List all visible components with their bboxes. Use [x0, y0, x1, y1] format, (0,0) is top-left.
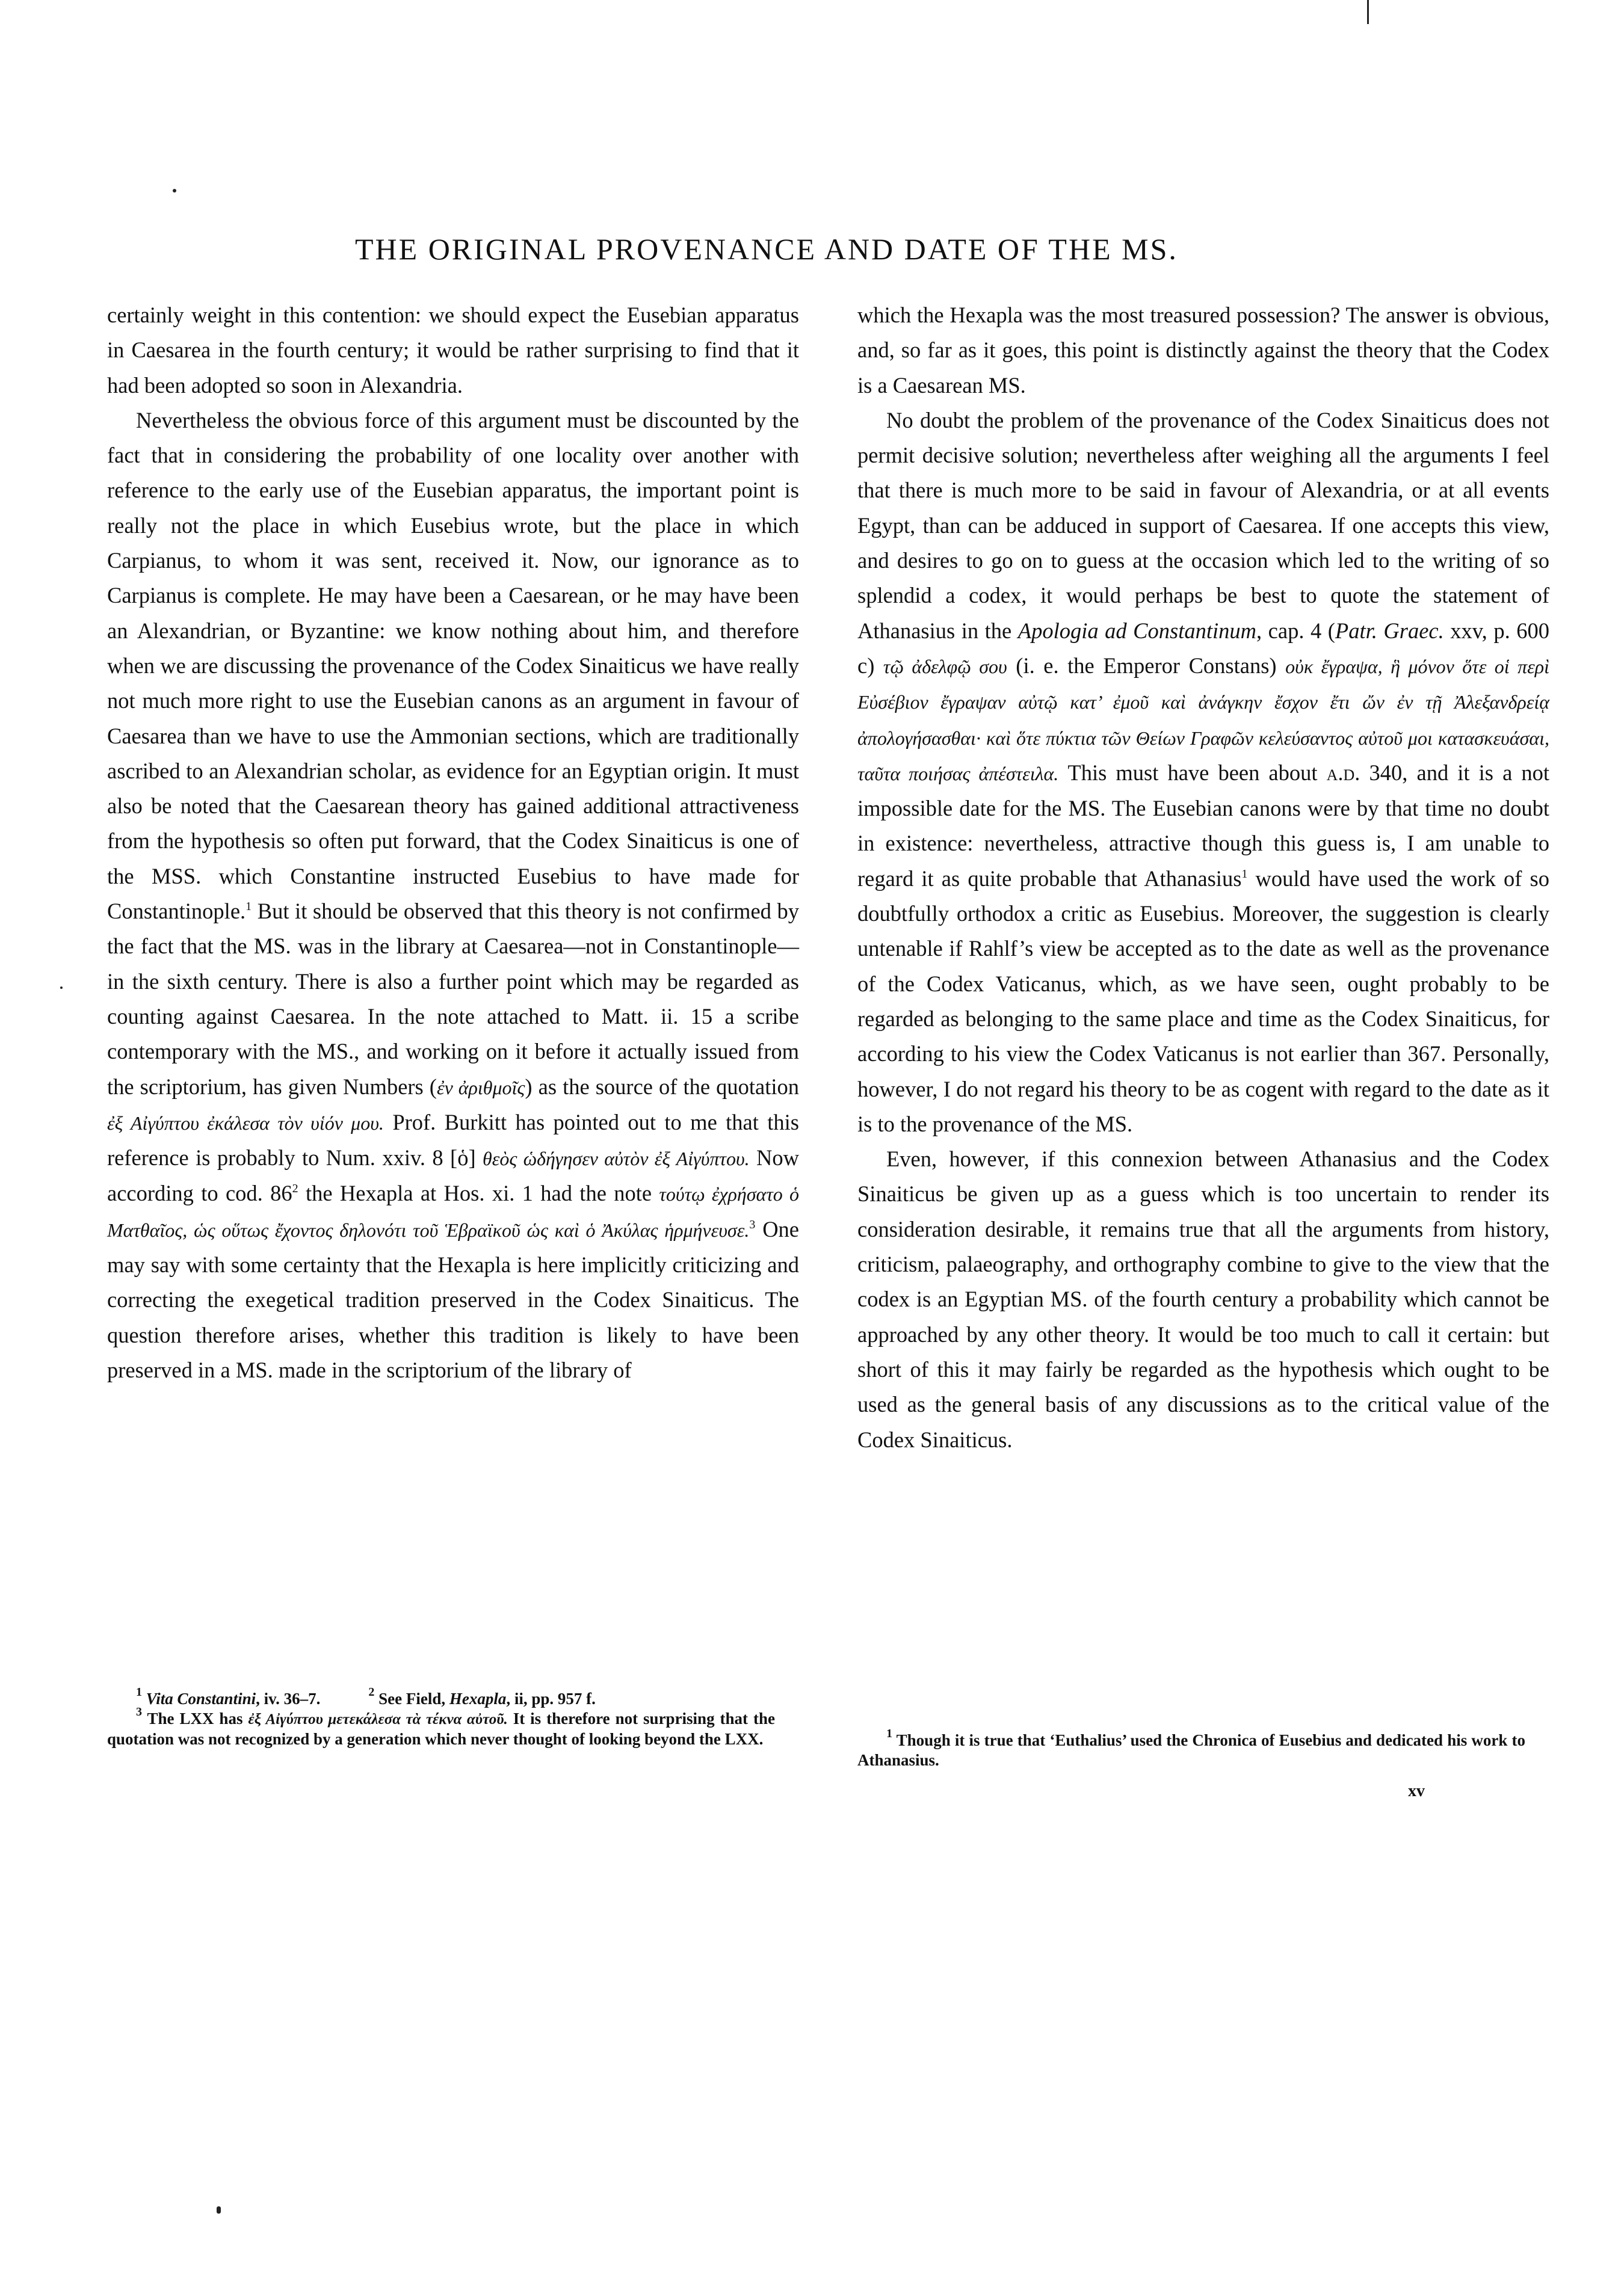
scan-mark-top: [1367, 0, 1369, 24]
page-number: xv: [1408, 1782, 1425, 1800]
footnote-ref[interactable]: 1: [1241, 867, 1248, 881]
greek-text: οὐκ ἔγραψα, ἣ μόνον ὅτε οἱ περὶ Εὐσέβιον ἔγραψαν αὐτῷ κατ’ ἐμοῦ καὶ ἀνάγκην ἔσχον ἔτι ὤν ἐν τῇ Ἀλεξανδρείᾳ ἀπολογήσασθαι· καὶ ὅτε πύκτια τῶν Θείων Γραφῶν κελεύσαντος αὐτοῦ μοι κατασκευάσαι, ταῦτα ποιήσας ἀπέστειλα.: [857, 655, 1550, 784]
footnote: $^1$ Though it is true that ‘Euthalius’ used the Chronica of Eusebius and dedicated his work to Athanasius.: [857, 1727, 1525, 1769]
greek-text: τῷ ἀδελφῷ σου: [883, 655, 1007, 677]
paragraph: Even, however, if this connexion between Athanasius and the Codex Sinaiticus be given up as a guess which is too uncertain to render its consideration desirable, it remains true that all the arguments from history, criticism, palaeography, and orthography combine to give to the view that the codex is an Egyptian MS. of the fourth century a probability which cannot be approached by any other theory. It would be too much to call it certain: but short of this it may fairly be regarded as the hypothesis which ought to be used as the general basis of any discussions as to the critical value of the Codex Sinaiticus.: [857, 1146, 1549, 1452]
left-footnotes: [107, 1685, 775, 1749]
paragraph: which the Hexapla was the most treasured possession? The answer is obvious, and, so far as it goes, this point is distinctly against the theory that the Codex is a Caesarean MS.: [857, 303, 1549, 398]
footnote-ref[interactable]: 1: [245, 900, 252, 914]
scan-dot: [217, 2206, 221, 2214]
greek-text: ἐν ἀριθμοῖς: [436, 1076, 525, 1098]
footnote-ref[interactable]: 3: [749, 1217, 756, 1231]
greek-text: τούτῳ ἐχρήσατο ὁ Ματθαῖος, ὡς οὕτως ἔχοντος δηλονότι τοῦ Ἑβραϊκοῦ ὡς καὶ ὁ Ἀκύλας ἡρμήνευσε.: [107, 1183, 799, 1241]
scan-dot: [173, 189, 176, 192]
left-column: [107, 298, 799, 1388]
paragraph: certainly weight in this contention: we should expect the Eusebian apparatus in Caesarea in the fourth century; it would be rather surprising to find that it had been adopted so soon in Alexandria.: [107, 303, 799, 398]
right-column: [857, 298, 1549, 1457]
footnote: $^3$ The LXX has ἐξ Αἰγύπτου μετεκάλεσα τὰ τέκνα αὐτοῦ. It is therefore not surprising that the quotation was not recognized by a generation which never thought of looking beyond the LXX.: [107, 1705, 775, 1748]
page-title: THE ORIGINAL PROVENANCE AND DATE OF THE MS.: [355, 232, 1178, 266]
footnote-ref[interactable]: 2: [292, 1182, 298, 1196]
greek-text: ἐξ Αἰγύπτου ἐκάλεσα τὸν υἱόν μου.: [107, 1112, 384, 1134]
right-footnotes: [857, 1727, 1525, 1770]
greek-text: θεὸς ὡδήγησεν αὐτὸν ἐξ Αἰγύπτου.: [483, 1148, 750, 1170]
paragraph: No doubt the problem of the provenance of the Codex Sinaiticus does not permit decisive solution; nevertheless after weighing all the arguments I feel that there is much more to be said in favour of Alexandria, or at all events Egypt, than can be adduced in support of Caesarea. If one accepts this view, and desires to go on to guess at the occasion which led to the writing of so splendid a codex, it would perhaps be best to quote the statement of Athanasius in the Apologia ad Constantinum, cap. 4 (Patr. Graec. xxv, p. 600 c) τῷ ἀδελφῷ σου (i. e. the Emperor Constans) οὐκ ἔγραψα, ἣ μόνον ὅτε οἱ περὶ Εὐσέβιον ἔγραψαν αὐτῷ κατ’ ἐμοῦ καὶ ἀνάγκην ἔσχον ἔτι ὤν ἐν τῇ Ἀλεξανδρείᾳ ἀπολογήσασθαι· καὶ ὅτε πύκτια τῶν Θείων Γραφῶν κελεύσαντος αὐτοῦ μοι κατασκευάσαι, ταῦτα ποιήσας ἀπέστειλα. This must have been about a.d. 340, and it is a not impossible date for the MS. The Eusebian canons were by that time no doubt in existence: nevertheless, attractive though this guess is, I am unable to regard it as quite probable that Athanasius$^1$ would have used the work of so doubtfully orthodox a critic as Eusebius. Moreover, the suggestion is clearly untenable if Rahlf’s view be accepted as to the date as well as the provenance of the Codex Vaticanus, which, as we have seen, ought probably to be regarded as belonging to the same place and time as the Codex Sinaiticus, for according to his view the Codex Vaticanus is not earlier than 367. Personally, however, I do not regard his theory to be as cogent with regard to the date as it is to the provenance of the MS.: [857, 407, 1550, 1136]
footnote: $^1$ Vita Constantini, iv. 36–7. $^2$ See Field, Hexapla, ii, pp. 957 f.: [136, 1685, 596, 1708]
paragraph: Nevertheless the obvious force of this argument must be discounted by the fact that in considering the probability of one locality over another with reference to the early use of the Eusebian apparatus, the important point is really not the place in which Eusebius wrote, but the place in which Carpianus, to whom it was sent, received it. Now, our ignorance as to Carpianus is complete. He may have been a Caesarean, or he may have been an Alexandrian, or Byzantine: we know nothing about him, and therefore when we are discussing the provenance of the Codex Sinaiticus we have really not much more right to use the Eusebian canons as an argument in favour of Caesarea than we have to use the Ammonian sections, which are traditionally ascribed to an Alexandrian scholar, as evidence for an Egyptian origin. It must also be noted that the Caesarean theory has gained additional attractiveness from the hypothesis so often put forward, that the Codex Sinaiticus is one of the MSS. which Constantine instructed Eusebius to have made for Constantinople.$^1$ But it should be observed that this theory is not confirmed by the fact that the MS. was in the library at Caesarea—not in Constantinople—in the sixth century. There is also a further point which may be regarded as counting against Caesarea. In the note attached to Matt. ii. 15 a scribe contemporary with the MS., and working on it before it actually issued from the scriptorium, has given Numbers (ἐν ἀριθμοῖς) as the source of the quotation ἐξ Αἰγύπτου ἐκάλεσα τὸν υἱόν μου. Prof. Burkitt has pointed out to me that this reference is probably to Num. xxiv. 8 [ὁ] θεὸς ὡδήγησεν αὐτὸν ἐξ Αἰγύπτου. Now according to cod. $86^2$ the Hexapla at Hos. xi. 1 had the note τούτῳ ἐχρήσατο ὁ Ματθαῖος, ὡς οὕτως ἔχοντος δηλονότι τοῦ Ἑβραϊκοῦ ὡς καὶ ὁ Ἀκύλας ἡρμήνευσε.$^3$ One may say with some certainty that the Hexapla is here implicitly criticizing and correcting the exegetical tradition preserved in the Codex Sinaiticus. The question therefore arises, whether this tradition is likely to have been preserved in a MS. made in the scriptorium of the library of: [107, 407, 800, 1382]
scan-dot: [60, 986, 63, 989]
